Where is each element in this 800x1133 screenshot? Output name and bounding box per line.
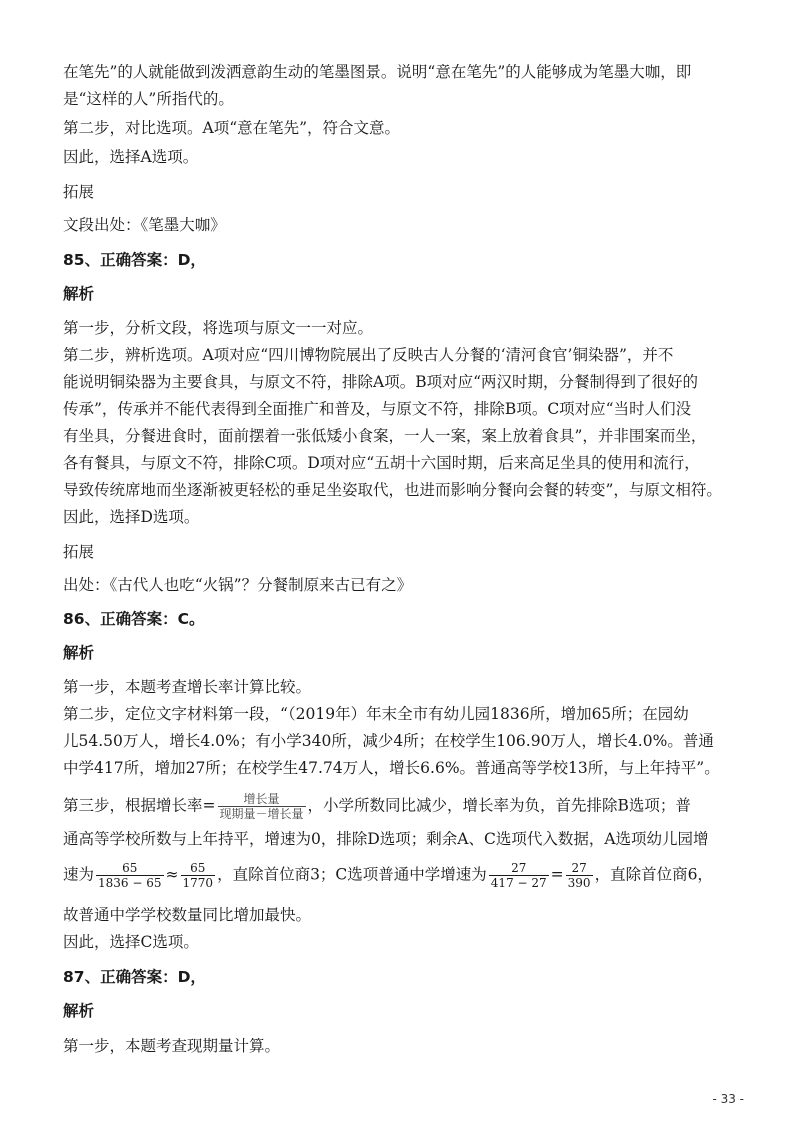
formula-prefix: 速为 bbox=[63, 865, 95, 884]
page-number: - 33 - bbox=[712, 1092, 744, 1106]
text-line: 因此，选择A选项。 bbox=[63, 148, 199, 166]
fraction-numerator: 65 bbox=[122, 861, 138, 875]
fraction-numerator: 65 bbox=[190, 861, 206, 875]
formula-prefix: 第三步，根据增长率= bbox=[63, 796, 216, 815]
text-line: 导致传统席地而坐逐渐被更轻松的垂足坐姿取代，也进而影响分餐向会餐的转变”，与原文相符。 bbox=[63, 481, 722, 499]
text-line: 通高等学校所数与上年持平，增速为0，排除D选项；剩余A、C选项代入数据，A选项幼儿园增 bbox=[63, 830, 709, 848]
approx-symbol: ≈ bbox=[165, 865, 179, 884]
fraction-denominator: 390 bbox=[567, 876, 591, 890]
text-line: 第二步，定位文字材料第一段，“（2019年）年末全市有幼儿园1836所，增加65所；在园幼 bbox=[63, 705, 689, 723]
fraction-numerator: 增长量 bbox=[243, 792, 280, 806]
formula-suffix: ，直除首位商6， bbox=[594, 865, 713, 884]
equals-symbol: = bbox=[550, 865, 564, 884]
text-line: 儿54.50万人，增长4.0%；有小学340所，减少4所；在校学生106.90万人，增长4.0%。普通 bbox=[63, 732, 714, 750]
text-line: 文段出处：《笔墨大咖》 bbox=[63, 216, 226, 234]
analysis-heading: 解析 bbox=[63, 1002, 95, 1020]
formula-suffix: ，小学所数同比减少，增长率为负，首先排除B选项；普 bbox=[307, 796, 691, 815]
fraction-denominator: 1770 bbox=[182, 876, 214, 890]
text-line: 故普通中学学校数量同比增加最快。 bbox=[63, 906, 312, 924]
text-line: 在笔先”的人就能做到泼洒意韵生动的笔墨图景。说明“意在笔先”的人能够成为笔墨大咖，即 bbox=[63, 63, 692, 81]
text-line: 有坐具，分餐进食时，面前摆着一张低矮小食案，一人一案，案上放着食具”，并非围案而坐， bbox=[63, 427, 707, 445]
formula-line bbox=[63, 792, 743, 821]
fraction-numerator: 27 bbox=[511, 861, 527, 875]
text-line: 第一步，分析文段，将选项与原文一一对应。 bbox=[63, 319, 374, 337]
section-heading: 拓展 bbox=[63, 183, 95, 201]
fraction-denominator: 417 − 27 bbox=[490, 876, 547, 890]
fraction-middle-school-b bbox=[566, 861, 593, 890]
section-heading: 拓展 bbox=[63, 543, 95, 561]
text-line: 因此，选择D选项。 bbox=[63, 508, 200, 526]
text-line: 因此，选择C选项。 bbox=[63, 933, 199, 951]
text-line: 第二步，辨析选项。A项对应“四川博物院展出了反映古人分餐的‘清河食官’铜染器”，并不 bbox=[63, 346, 674, 364]
growth-rate-fraction bbox=[218, 792, 306, 821]
text-line: 传承”，传承并不能代表得到全面推广和普及，与原文不符，排除B项。C项对应“当时人们没 bbox=[63, 400, 692, 418]
text-line: 第二步，对比选项。A项“意在笔先”，符合文意。 bbox=[63, 119, 401, 137]
text-line: 第一步，本题考查现期量计算。 bbox=[63, 1037, 281, 1055]
fraction-denominator: 现期量－增长量 bbox=[219, 807, 304, 821]
fraction-denominator: 1836 − 65 bbox=[98, 876, 162, 890]
text-line: 能说明铜染器为主要食具，与原文不符，排除A项。B项对应“两汉时期，分餐制得到了很好的 bbox=[63, 373, 699, 391]
text-line: 各有餐具，与原文不符，排除C项。D项对应“五胡十六国时期，后来高足坐具的使用和流行， bbox=[63, 454, 700, 472]
text-line: 出处：《古代人也吃“火锅”？分餐制原来古已有之》 bbox=[63, 576, 413, 594]
formula-line bbox=[63, 861, 743, 890]
fraction-numerator: 27 bbox=[571, 861, 587, 875]
fraction-kindergarten-a bbox=[96, 861, 164, 890]
fraction-kindergarten-b bbox=[181, 861, 216, 890]
text-line: 是“这样的人”所指代的。 bbox=[63, 90, 234, 108]
analysis-heading: 解析 bbox=[63, 285, 95, 303]
text-line: 中学417所，增加27所；在校学生47.74万人，增长6.6%。普通高等学校13所，与上年持平”。 bbox=[63, 759, 720, 777]
text-line: 第一步，本题考查增长率计算比较。 bbox=[63, 678, 312, 696]
formula-middle: ，直除首位商3；C选项普通中学增速为 bbox=[217, 865, 487, 884]
answer-heading: 87、正确答案：D， bbox=[63, 968, 206, 986]
analysis-heading: 解析 bbox=[63, 644, 95, 662]
answer-heading: 85、正确答案：D， bbox=[63, 251, 206, 269]
answer-heading: 86、正确答案：C。 bbox=[63, 610, 205, 628]
fraction-middle-school-a bbox=[489, 861, 549, 890]
